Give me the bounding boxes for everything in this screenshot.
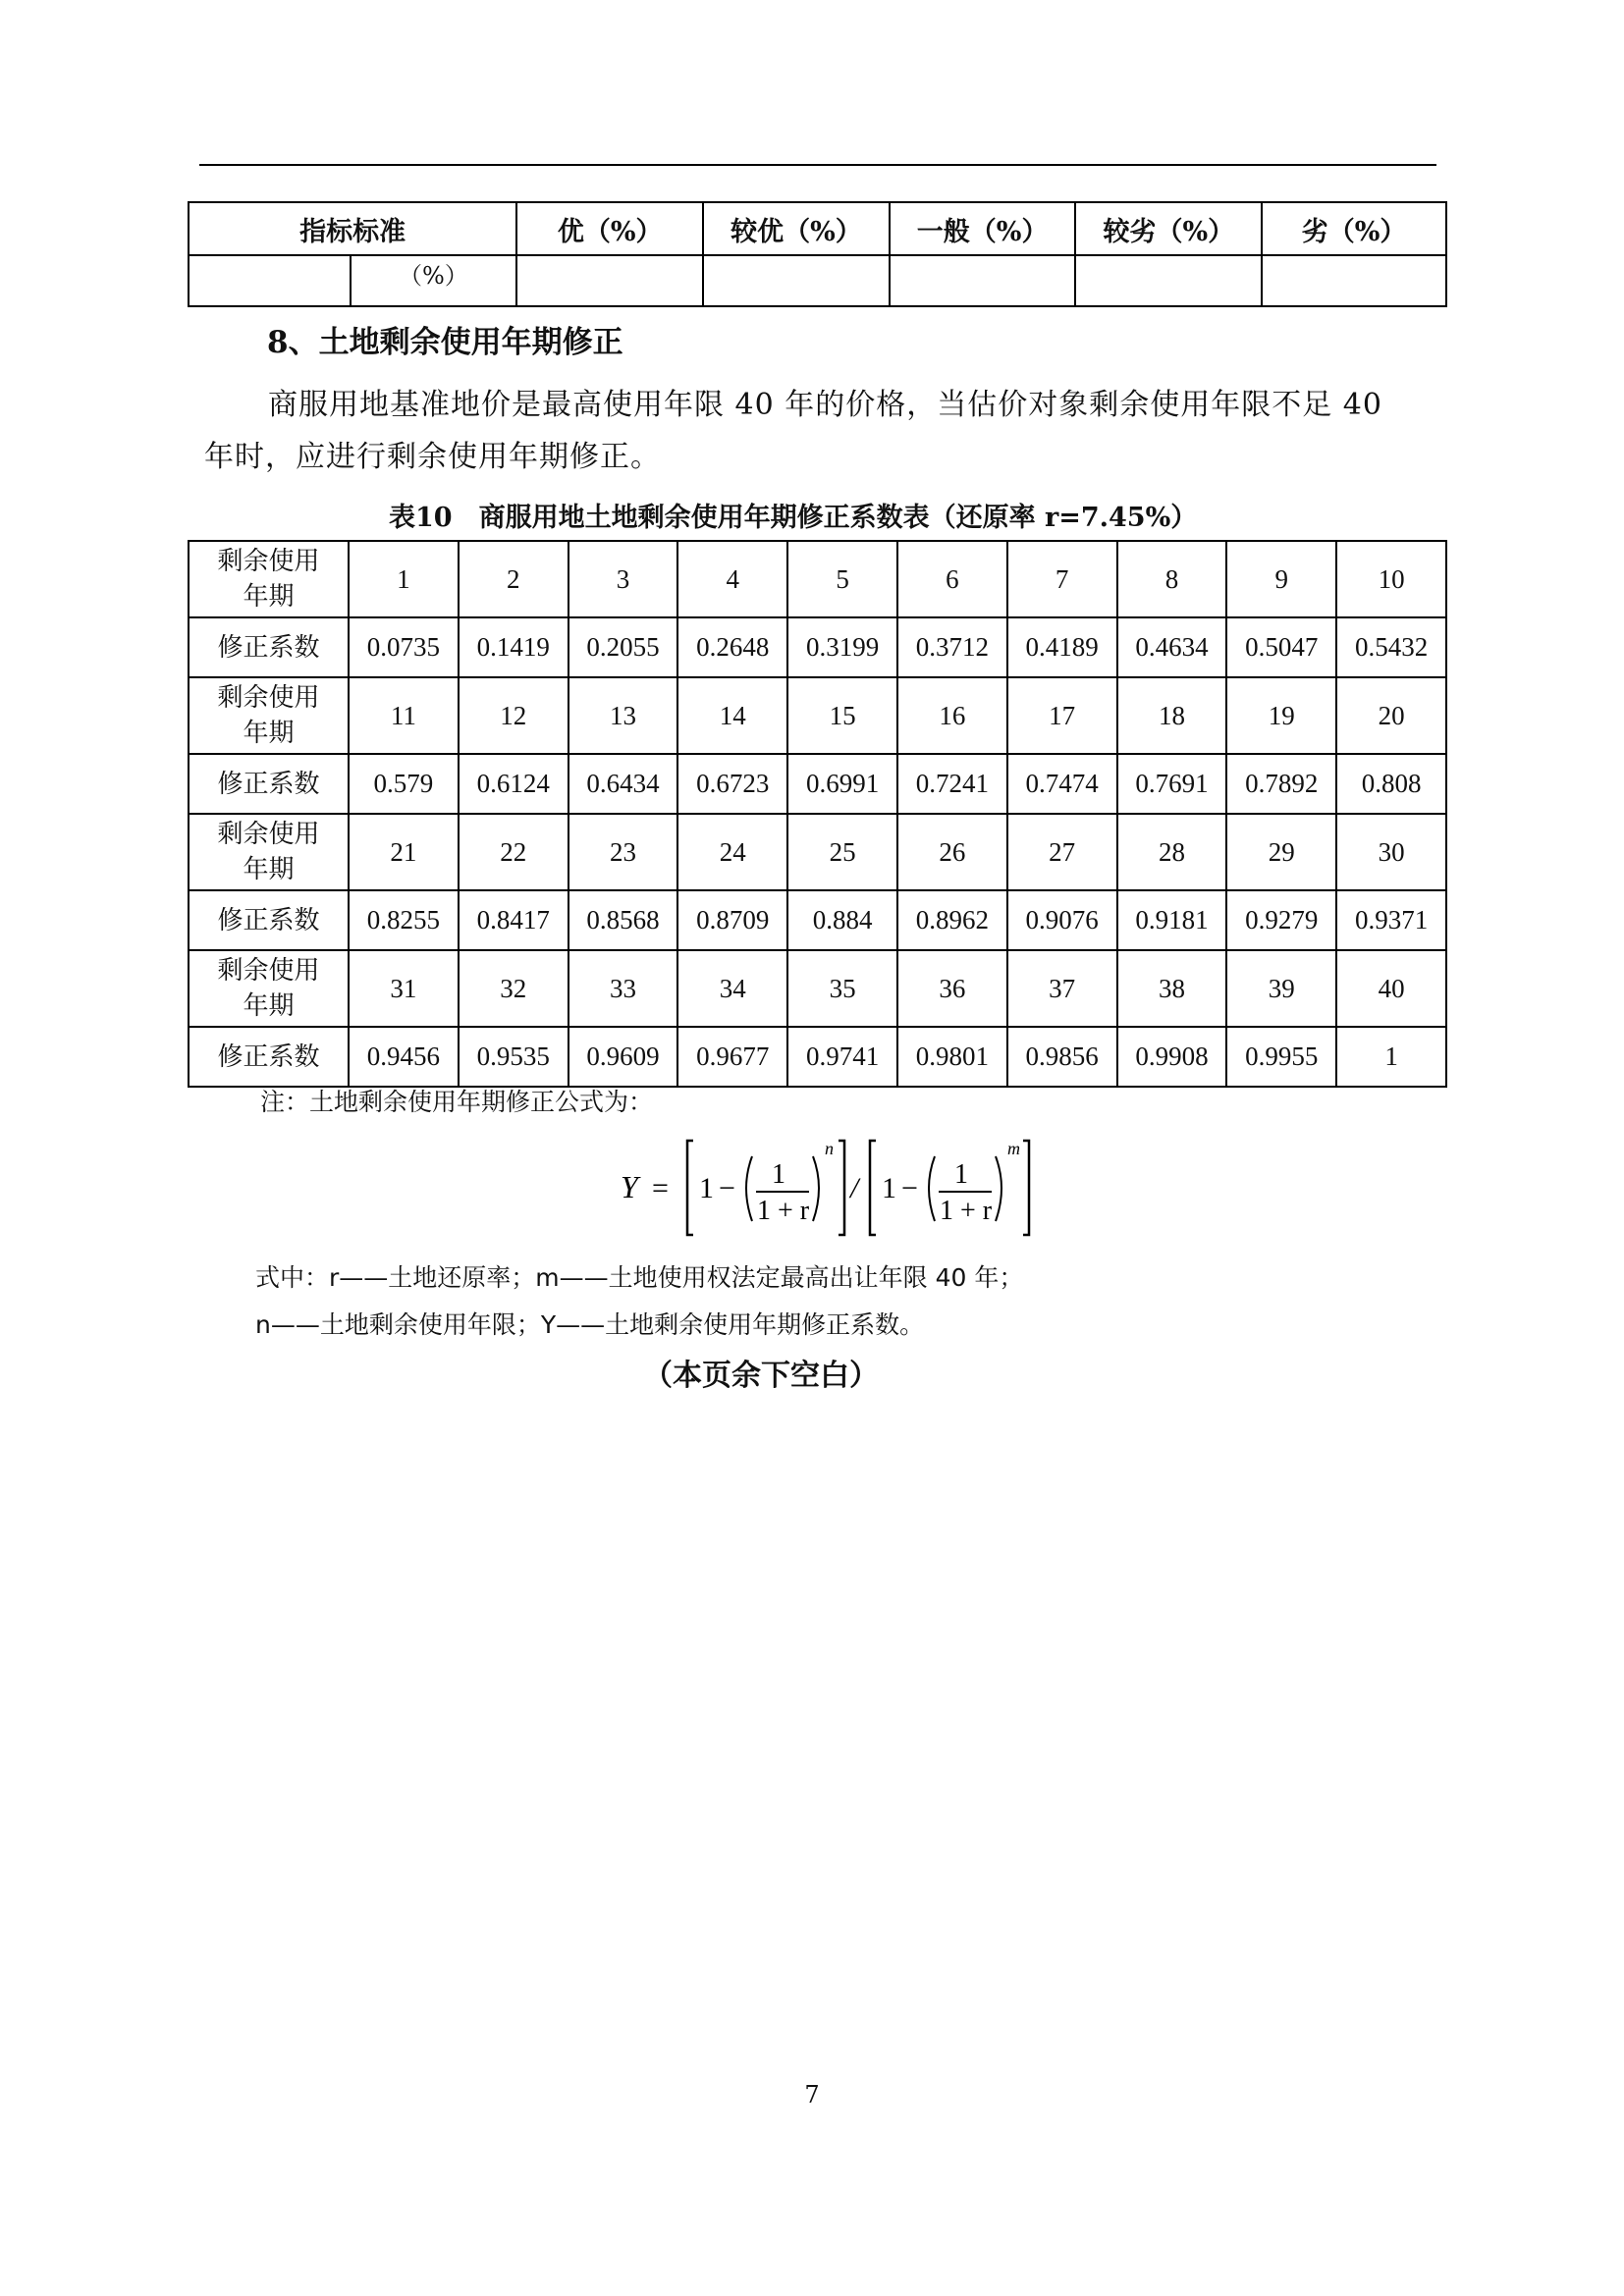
- year-cell: 21: [349, 814, 459, 890]
- coefficient-cell: 0.808: [1336, 754, 1446, 814]
- formula-note: 注：土地剩余使用年期修正公式为：: [260, 1088, 654, 1116]
- formula-denominator-a: 1 + r: [757, 1196, 810, 1226]
- year-cell: 7: [1007, 541, 1117, 617]
- paragraph-line-2: 年时，应进行剩余使用年期修正。: [204, 440, 661, 474]
- year-label-cell: 剩余使用 年期: [189, 541, 349, 617]
- coefficient-cell: 0.884: [787, 890, 897, 950]
- year-cell: 6: [897, 541, 1007, 617]
- year-cell: 31: [349, 950, 459, 1027]
- coefficient-cell: 0.3199: [787, 617, 897, 677]
- coefficient-cell: 0.9801: [897, 1027, 1007, 1087]
- year-cell: 36: [897, 950, 1007, 1027]
- year-cell: 30: [1336, 814, 1446, 890]
- definition-line-2: n——土地剩余使用年限；Y——土地剩余使用年期修正系数。: [255, 1310, 925, 1339]
- formula-exp-m: m: [1007, 1139, 1020, 1158]
- formula-lhs: Y: [621, 1169, 638, 1204]
- year-cell: 2: [459, 541, 568, 617]
- coefficient-cell: 0.7691: [1117, 754, 1227, 814]
- coefficient-cell: 0.8568: [568, 890, 678, 950]
- section-heading: 8、土地剩余使用年期修正: [267, 325, 623, 360]
- coefficient-cell: 0.9609: [568, 1027, 678, 1087]
- year-cell: 28: [1117, 814, 1227, 890]
- year-cell: 24: [677, 814, 787, 890]
- indicator-empty-cell: [890, 255, 1076, 306]
- formula-slash: /: [850, 1172, 859, 1204]
- year-cell: 20: [1336, 677, 1446, 754]
- coefficient-cell: 0.6434: [568, 754, 678, 814]
- formula-minus-b: −: [901, 1172, 918, 1204]
- year-cell: 5: [787, 541, 897, 617]
- year-row: [189, 677, 1446, 754]
- grade-poor: 较劣（%）: [1075, 202, 1262, 255]
- year-cell: 10: [1336, 541, 1446, 617]
- indicator-table: [188, 201, 1447, 307]
- coefficient-cell: 0.4634: [1117, 617, 1227, 677]
- indicator-empty-cell: [1262, 255, 1446, 306]
- coefficient-cell: 0.8255: [349, 890, 459, 950]
- coefficient-label-cell: 修正系数: [189, 617, 349, 677]
- year-cell: 34: [677, 950, 787, 1027]
- coefficient-cell: 0.9677: [677, 1027, 787, 1087]
- coefficient-cell: 0.9856: [1007, 1027, 1117, 1087]
- coefficient-row: [189, 754, 1446, 814]
- indicator-empty-cell: [1075, 255, 1262, 306]
- year-cell: 23: [568, 814, 678, 890]
- coefficient-cell: 0.9279: [1226, 890, 1336, 950]
- coefficient-row: [189, 617, 1446, 677]
- indicator-empty-cell: [189, 255, 351, 306]
- formula-exp-n: n: [825, 1139, 834, 1158]
- year-row: [189, 541, 1446, 617]
- formula-equals: =: [652, 1172, 669, 1204]
- header-rule: [199, 164, 1436, 166]
- year-cell: 16: [897, 677, 1007, 754]
- grade-excellent: 优（%）: [516, 202, 703, 255]
- year-cell: 15: [787, 677, 897, 754]
- coefficient-cell: 0.5047: [1226, 617, 1336, 677]
- coefficient-label-cell: 修正系数: [189, 1027, 349, 1087]
- year-cell: 37: [1007, 950, 1117, 1027]
- year-cell: 22: [459, 814, 568, 890]
- page-number: 7: [804, 2081, 820, 2109]
- coefficient-row: [189, 890, 1446, 950]
- coefficient-cell: 0.579: [349, 754, 459, 814]
- coefficient-cell: 0.1419: [459, 617, 568, 677]
- year-row: [189, 814, 1446, 890]
- year-cell: 8: [1117, 541, 1227, 617]
- year-cell: 12: [459, 677, 568, 754]
- correction-formula: [609, 1129, 1080, 1247]
- year-cell: 27: [1007, 814, 1117, 890]
- coefficient-cell: 0.9371: [1336, 890, 1446, 950]
- formula-one-a: 1: [699, 1172, 714, 1204]
- coefficient-cell: 0.6124: [459, 754, 568, 814]
- year-cell: 11: [349, 677, 459, 754]
- indicator-empty-cell: [516, 255, 703, 306]
- grade-good: 较优（%）: [703, 202, 890, 255]
- year-row: [189, 950, 1446, 1027]
- year-cell: 25: [787, 814, 897, 890]
- coefficient-cell: 0.9181: [1117, 890, 1227, 950]
- coefficient-cell: 0.8709: [677, 890, 787, 950]
- blank-page-note: （本页余下空白）: [643, 1359, 879, 1393]
- coefficient-cell: 0.7892: [1226, 754, 1336, 814]
- year-cell: 39: [1226, 950, 1336, 1027]
- indicator-empty-cell: [703, 255, 890, 306]
- coefficient-cell: 0.2055: [568, 617, 678, 677]
- year-cell: 40: [1336, 950, 1446, 1027]
- coefficient-cell: 0.9955: [1226, 1027, 1336, 1087]
- coefficient-label-cell: 修正系数: [189, 754, 349, 814]
- indicator-sub-label: （%）: [351, 255, 517, 306]
- coefficient-cell: 0.9535: [459, 1027, 568, 1087]
- coefficient-cell: 0.7241: [897, 754, 1007, 814]
- formula-minus-a: −: [719, 1172, 735, 1204]
- year-cell: 4: [677, 541, 787, 617]
- coefficient-cell: 0.9741: [787, 1027, 897, 1087]
- coefficient-cell: 0.8962: [897, 890, 1007, 950]
- coefficient-table: [188, 540, 1447, 1088]
- coefficient-cell: 0.9456: [349, 1027, 459, 1087]
- coefficient-cell: 0.8417: [459, 890, 568, 950]
- coefficient-cell: 1: [1336, 1027, 1446, 1087]
- year-cell: 13: [568, 677, 678, 754]
- year-cell: 14: [677, 677, 787, 754]
- coefficient-cell: 0.6723: [677, 754, 787, 814]
- coefficient-cell: 0.3712: [897, 617, 1007, 677]
- coefficient-cell: 0.4189: [1007, 617, 1117, 677]
- coefficient-label-cell: 修正系数: [189, 890, 349, 950]
- year-cell: 9: [1226, 541, 1336, 617]
- year-label-cell: 剩余使用 年期: [189, 950, 349, 1027]
- coefficient-cell: 0.2648: [677, 617, 787, 677]
- coefficient-cell: 0.9908: [1117, 1027, 1227, 1087]
- grade-average: 一般（%）: [890, 202, 1076, 255]
- coefficient-row: [189, 1027, 1446, 1087]
- definition-line-1: 式中：r——土地还原率；m——土地使用权法定最高出让年限 40 年；: [255, 1263, 1024, 1292]
- year-cell: 35: [787, 950, 897, 1027]
- table-caption: 表10 商服用地土地剩余使用年期修正系数表（还原率 r=7.45%）: [389, 503, 1198, 533]
- grade-bad: 劣（%）: [1262, 202, 1446, 255]
- year-cell: 17: [1007, 677, 1117, 754]
- paragraph-line-1: 商服用地基准地价是最高使用年限 40 年的价格，当估价对象剩余使用年限不足 40: [268, 388, 1382, 422]
- year-cell: 32: [459, 950, 568, 1027]
- coefficient-cell: 0.7474: [1007, 754, 1117, 814]
- indicator-header-label: 指标标准: [189, 202, 516, 255]
- year-cell: 1: [349, 541, 459, 617]
- coefficient-cell: 0.9076: [1007, 890, 1117, 950]
- formula-denominator-b: 1 + r: [940, 1196, 993, 1226]
- year-cell: 26: [897, 814, 1007, 890]
- year-cell: 18: [1117, 677, 1227, 754]
- year-label-cell: 剩余使用 年期: [189, 814, 349, 890]
- year-cell: 19: [1226, 677, 1336, 754]
- coefficient-cell: 0.0735: [349, 617, 459, 677]
- formula-numerator-b: 1: [954, 1159, 968, 1190]
- year-cell: 33: [568, 950, 678, 1027]
- coefficient-cell: 0.5432: [1336, 617, 1446, 677]
- formula-numerator-a: 1: [772, 1159, 785, 1190]
- year-cell: 29: [1226, 814, 1336, 890]
- coefficient-cell: 0.6991: [787, 754, 897, 814]
- year-label-cell: 剩余使用 年期: [189, 677, 349, 754]
- year-cell: 38: [1117, 950, 1227, 1027]
- formula-one-b: 1: [882, 1172, 896, 1204]
- year-cell: 3: [568, 541, 678, 617]
